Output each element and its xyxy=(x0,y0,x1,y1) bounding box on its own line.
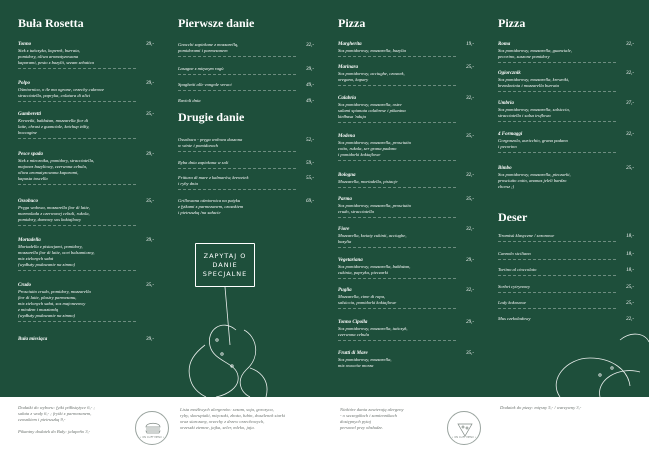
dish-name: Mus czekoladowy xyxy=(498,316,531,321)
dish-price: 18,- xyxy=(626,268,634,273)
dish-name: Mortadella xyxy=(18,238,41,243)
dish-name: 4 Formaggi xyxy=(498,132,523,137)
dish-name: Cannolo siciliano xyxy=(498,251,531,256)
dish-item xyxy=(498,251,636,260)
dish-price: 55,- xyxy=(306,176,314,181)
dish-item xyxy=(498,70,636,92)
dish-name: Ravioli dnia xyxy=(178,98,201,103)
dish-item xyxy=(18,80,156,102)
dish-divider xyxy=(178,151,296,152)
dish-price: 37,- xyxy=(626,101,634,106)
dish-divider xyxy=(338,308,456,309)
sign-text: ZAPYTAJ O DANIE SPECJALNE xyxy=(202,251,248,278)
dish-item xyxy=(338,196,476,218)
dish-description: Sos pomidorowy, mozzarella, prosciutto crudo, stracciatella xyxy=(338,203,412,214)
dish-item xyxy=(338,287,476,309)
section-title-pierwsze: Pierwsze danie xyxy=(178,16,255,30)
dish-divider xyxy=(338,160,456,161)
dish-divider xyxy=(18,101,136,102)
dish-item xyxy=(498,41,636,63)
dish-name: Buła miesiąca xyxy=(18,337,48,342)
dish-divider xyxy=(338,217,456,218)
dish-price: 39,- xyxy=(146,152,154,157)
dish-price: 19,- xyxy=(466,42,474,47)
dish-name: Gnocchi zapiekane z mozzarellą, pomidorami i parmezanem xyxy=(178,42,239,53)
dish-name: Frittura di mare z kalmarów, krewetek i ryby dnia xyxy=(178,175,249,186)
dish-description: Ośmiornica, o ile ma ograne, orzechy cukrowe stracciatella, papryka, colatura di alici xyxy=(18,87,105,98)
dish-name: Ossobuco - pręga wołowa duszona w winie i pomidorach xyxy=(178,137,243,148)
dish-name: Frutti di Mare xyxy=(338,351,368,356)
dish-item xyxy=(338,64,476,86)
dish-name: Modena xyxy=(338,134,355,139)
dish-price: 32,- xyxy=(466,288,474,293)
dish-price: 35,- xyxy=(146,199,154,204)
dish-name: Tortino al cioccolato xyxy=(498,267,537,272)
logo-caption: • ON CLIFF MENU • xyxy=(139,436,165,439)
dish-price: 18,- xyxy=(626,252,634,257)
dish-divider xyxy=(18,138,136,139)
dish-item xyxy=(18,41,156,69)
dish-item xyxy=(178,82,316,91)
dish-item xyxy=(18,237,156,271)
dish-divider xyxy=(338,85,456,86)
dish-item xyxy=(178,160,316,169)
dish-price: 35,- xyxy=(146,283,154,288)
dish-item xyxy=(18,198,156,226)
dish-divider xyxy=(498,91,616,92)
dish-divider xyxy=(498,259,616,260)
dish-item xyxy=(178,66,316,75)
dish-divider xyxy=(338,56,456,57)
dish-divider xyxy=(178,74,296,75)
dish-name: Vegetariana xyxy=(338,258,363,263)
footer-allergens-list: Lista możliwych alergenów: sezam, soja, gorczyca, ryby, skorupiaki, mięczaki, zboża, łubin, dwutlenek siarki oraz siarczany, orzechy z drzew orzechowych, orzeszki ziemne, jajka, seler, mleko, jaja. xyxy=(180,407,286,430)
dish-description: Prosciutto crudo, pomidory, mozzarella fior di latte, plastry parmezanu, mix zielonych sałat, sos majonezowy z miodem i musztardą (wydłuży podawanie na zimno) xyxy=(18,289,91,318)
dish-description: Sos pomidorowy, mozzarella, pieczarki, prosciutto cotto, ananas jeleli bardzo chcesz ;) xyxy=(498,172,571,189)
dish-item xyxy=(18,282,156,322)
dish-name: Ogiorcznik xyxy=(498,71,521,76)
dish-price: 35,- xyxy=(466,351,474,356)
dish-price: 32,- xyxy=(466,96,474,101)
dish-item xyxy=(498,267,636,276)
dish-price: 69,- xyxy=(306,199,314,204)
dish-divider xyxy=(178,90,296,91)
dish-description: Mortadella z pistacjami, pomidory, mozzarella fior di latte, ocet balsamiczny, mix zielonych sałat (wydłuży podawanie na zimno) xyxy=(18,244,95,267)
dish-name: Pesce spada xyxy=(18,152,43,157)
dish-name: Umbria xyxy=(498,101,514,106)
dish-divider xyxy=(498,152,616,153)
dish-price: 59,- xyxy=(306,161,314,166)
dish-item xyxy=(178,42,316,57)
dish-item xyxy=(178,175,316,190)
dish-price: 39,- xyxy=(146,238,154,243)
dish-item xyxy=(498,300,636,309)
dish-divider xyxy=(178,189,296,190)
dish-description: Sos pomidorowy, mozzarella, mix owoców morza xyxy=(338,357,392,368)
dish-price: 32,- xyxy=(466,227,474,232)
dish-item xyxy=(178,98,316,104)
dish-divider xyxy=(498,275,616,276)
dish-divider xyxy=(338,278,456,279)
dish-price: 32,- xyxy=(626,71,634,76)
dish-price: 25,- xyxy=(466,65,474,70)
dish-name: Polpo xyxy=(18,81,30,86)
dish-name: Tonno Cipolla xyxy=(338,320,368,325)
footer-logo-left xyxy=(135,411,169,445)
dish-item xyxy=(338,172,476,188)
dish-name: Ryba dnia zapiekana w soli xyxy=(178,160,229,165)
dish-description: Sos pomidorowy, mozzarella, tuńczyk, czerwona cebula xyxy=(338,326,408,337)
dish-price: 32,- xyxy=(626,132,634,137)
dish-name: Sorbet cytrynowy xyxy=(498,284,531,289)
dish-price: 32,- xyxy=(306,43,314,48)
section-title-drugie: Drugie danie xyxy=(178,110,245,124)
dish-description: Sos pomidorowy, mozzarella, guanciale, pecorino, suszone pomidory xyxy=(498,48,572,59)
dish-price: 32,- xyxy=(626,42,634,47)
dish-price: 52,- xyxy=(306,138,314,143)
dish-description: Stek z miecznika, pomidory, stracciatella, majonez bazyliowy, czerwona cebula, oliwa aromatyzowana kaparami, kapusta toscella xyxy=(18,158,95,181)
logo-caption: • ON CLIFF MENU • xyxy=(451,436,477,439)
dish-price: 49,- xyxy=(306,83,314,88)
dish-description: Sos pomidorowy, mozzarella, ostre salami spianata calabrese i pikantna kiełbasa 'nduja xyxy=(338,102,406,119)
dish-name: Fiore xyxy=(338,227,350,232)
dish-item xyxy=(338,257,476,279)
dish-name: Tonno xyxy=(18,42,32,47)
dish-divider xyxy=(498,62,616,63)
dish-item xyxy=(338,95,476,123)
dish-item xyxy=(18,336,156,343)
section-title-deser: Deser xyxy=(498,210,528,224)
dish-price: 29,- xyxy=(466,320,474,325)
dish-divider xyxy=(498,308,616,309)
dish-name: Marinara xyxy=(338,65,359,70)
dish-price: 39,- xyxy=(146,337,154,342)
dish-price: 29,- xyxy=(466,258,474,263)
dish-description: Mozzarella, mortadella, pistacje xyxy=(338,179,398,184)
section-title-bula: Buła Rosetta xyxy=(18,16,84,30)
dish-description: Krewetki, bakłażan, mozzarella fior di latte, chrust z guanciale, ketchup żółty, boccagine xyxy=(18,118,90,135)
dish-divider xyxy=(498,241,616,242)
dish-price: 35,- xyxy=(466,197,474,202)
dish-divider xyxy=(178,56,296,57)
dish-item xyxy=(338,350,476,369)
dish-item xyxy=(338,226,476,248)
dish-price: 39,- xyxy=(306,67,314,72)
dish-description: Sos pomidorowy, acciughe, czosnek, oregano, kapary xyxy=(338,71,405,82)
dish-name: Puglia xyxy=(338,288,352,293)
dish-divider xyxy=(338,340,456,341)
dish-name: Ossobuco xyxy=(18,199,39,204)
dish-name: Spaghetti alle vongole veraci xyxy=(178,82,232,87)
dish-item xyxy=(18,111,156,139)
dish-description: Pręga wołowa, mozzarella fior di latte, marmolada z czerwonej cebuli, rukola, pomidory, domowy sos koktajlowy xyxy=(18,205,90,222)
pizza-slice-icon xyxy=(448,412,482,446)
dish-description: Sos pomidorowy, mozzarella, bazylia xyxy=(338,48,406,53)
dish-description: Sos pomidorowy, mozzarella, bakłażan, cukinia, papryka, pieczarki xyxy=(338,264,411,275)
burger-icon xyxy=(136,412,170,446)
dish-item xyxy=(338,319,476,341)
dish-price: 39,- xyxy=(146,81,154,86)
dish-name: Tiramisù klasyczne / sezonowe xyxy=(498,233,555,238)
footer-sides-note: Dodatki do wyboru: fytki półksiężyce 6,- ; sałata z wody 6,- ; frytki z parmezanem, czosnkiem i pietruszką 9,- Pikantny dodatek do Buły: jalapeño 3,- xyxy=(18,405,95,434)
dish-item xyxy=(498,100,636,122)
dish-item xyxy=(178,137,316,152)
dish-price: 18,- xyxy=(626,234,634,239)
dish-price: 25,- xyxy=(626,166,634,171)
dish-description: Mozzarella, cime di rapa, salsiccia, pomidorki koktajlowe xyxy=(338,294,397,305)
dish-divider xyxy=(338,187,456,188)
dish-item xyxy=(18,151,156,185)
dish-name: Grillowana ośmiornica na patyku z fytkami z parmezanem, czosnkiem i pietruszką /na sałacie xyxy=(178,198,244,215)
dish-divider xyxy=(18,321,136,322)
dish-name: Parma xyxy=(338,197,352,202)
dish-item xyxy=(498,131,636,153)
dish-divider xyxy=(338,247,456,248)
dish-divider xyxy=(498,292,616,293)
dish-price: 25,- xyxy=(626,301,634,306)
dish-item xyxy=(498,316,636,322)
dish-description: Mozzarella, kwiaty cukinii, acciughe, bazylia xyxy=(338,233,407,244)
special-dish-sign xyxy=(195,243,255,287)
dish-item xyxy=(178,198,316,216)
dish-name: Bologna xyxy=(338,173,356,178)
dish-name: Lody kokosowe xyxy=(498,300,527,305)
dish-divider xyxy=(18,68,136,69)
dish-item xyxy=(498,165,636,190)
dish-name: Lasagne z mięsnym ragù xyxy=(178,66,224,71)
dish-divider xyxy=(18,184,136,185)
dish-divider xyxy=(178,168,296,169)
dish-name: Bimbo xyxy=(498,166,512,171)
dish-price: 22,- xyxy=(626,317,634,322)
dish-price: 25,- xyxy=(626,285,634,290)
dish-item xyxy=(338,133,476,161)
dish-description: Sos pomidorowy, mozzarella, salsiccia, stracciatella i salsa truflowa xyxy=(498,107,570,118)
footer-allergens-note: Niektóre dania zawierają alergeny - o szczegółach i zamiennikach dostępnych pytaj personel przy obsłudze. xyxy=(340,407,404,430)
dish-price: 35,- xyxy=(466,134,474,139)
dish-price: 32,- xyxy=(466,173,474,178)
dish-description: Sos pomidorowy, mozzarella, prosciutto cotto, rukola, ser grana padano i pomidorki koktajlowe xyxy=(338,140,412,157)
dish-name: Roma xyxy=(498,42,511,47)
dish-item xyxy=(498,233,636,242)
dish-price: 49,- xyxy=(306,99,314,104)
dish-description: Stek z tuńczyka, koperek, burrata, pomidory, oliwa aromatyzowana kaparami, pesto z bazylii, sezam sebatica xyxy=(18,48,94,65)
footer-pizza-addons: Dodatek do pizzy: mięsny 5,- / warzywny 3,- xyxy=(500,405,582,410)
dish-price: 35,- xyxy=(146,112,154,117)
dish-divider xyxy=(498,121,616,122)
section-title-pizza: Pizza xyxy=(338,16,366,30)
dish-divider xyxy=(18,225,136,226)
dish-name: Calabria xyxy=(338,96,357,101)
footer-logo-right xyxy=(447,411,481,445)
dish-divider xyxy=(18,270,136,271)
dish-name: Gamberetti xyxy=(18,112,42,117)
dish-description: Sos pomidorowy, mozzarella, krewetki, brzoskwinia i mozzarella burrata xyxy=(498,77,570,88)
dish-divider xyxy=(338,122,456,123)
section-title-pizza: Pizza xyxy=(498,16,526,30)
dish-description: Gorgonzola, auricchio, grana padano i pecorino xyxy=(498,138,568,149)
dish-name: Crudo xyxy=(18,283,32,288)
dish-name: Margherita xyxy=(338,42,362,47)
dish-item xyxy=(498,284,636,293)
dish-price: 39,- xyxy=(146,42,154,47)
menu-footer xyxy=(0,397,649,461)
dish-item xyxy=(338,41,476,57)
